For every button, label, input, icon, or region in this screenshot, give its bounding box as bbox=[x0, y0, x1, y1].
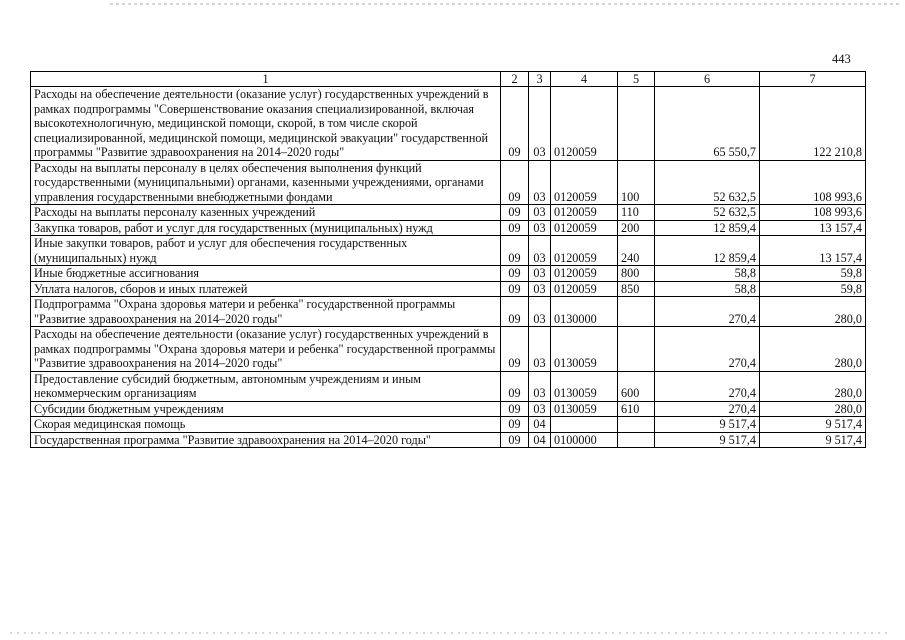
amount-col7: 108 993,6 bbox=[760, 205, 866, 221]
section-code: 09 bbox=[501, 417, 529, 433]
table-row bbox=[31, 220, 866, 236]
expense-type-code bbox=[618, 432, 655, 448]
subsection-code: 03 bbox=[529, 220, 551, 236]
amount-col6: 12 859,4 bbox=[655, 236, 760, 266]
amount-col7: 9 517,4 bbox=[760, 417, 866, 433]
scan-artifact-top bbox=[110, 3, 900, 5]
header-cell: 1 bbox=[31, 72, 501, 87]
section-code: 09 bbox=[501, 160, 529, 205]
header-cell: 4 bbox=[551, 72, 618, 87]
scan-artifact-bottom bbox=[10, 632, 890, 634]
expense-type-code: 100 bbox=[618, 160, 655, 205]
section-code: 09 bbox=[501, 327, 529, 372]
expense-type-code: 800 bbox=[618, 266, 655, 282]
expense-type-code: 240 bbox=[618, 236, 655, 266]
amount-col7: 108 993,6 bbox=[760, 160, 866, 205]
amount-col7: 9 517,4 bbox=[760, 432, 866, 448]
row-name: Иные закупки товаров, работ и услуг для обеспечения государственных (муниципальных) нужд bbox=[31, 236, 501, 266]
header-cell: 2 bbox=[501, 72, 529, 87]
amount-col6: 58,8 bbox=[655, 281, 760, 297]
amount-col6: 52 632,5 bbox=[655, 160, 760, 205]
amount-col7: 280,0 bbox=[760, 401, 866, 417]
section-code: 09 bbox=[501, 297, 529, 327]
table-row bbox=[31, 205, 866, 221]
row-name: Иные бюджетные ассигнования bbox=[31, 266, 501, 282]
section-code: 09 bbox=[501, 281, 529, 297]
amount-col6: 270,4 bbox=[655, 401, 760, 417]
subsection-code: 03 bbox=[529, 281, 551, 297]
row-name: Расходы на выплаты персоналу в целях обеспечения выполнения функций государственными (муниципальными) органами, казенными учреждениями, органами управления государственными внебюджетными фондами bbox=[31, 160, 501, 205]
subsection-code: 03 bbox=[529, 327, 551, 372]
row-name: Субсидии бюджетным учреждениям bbox=[31, 401, 501, 417]
amount-col6: 58,8 bbox=[655, 266, 760, 282]
row-name: Закупка товаров, работ и услуг для государственных (муниципальных) нужд bbox=[31, 220, 501, 236]
table-row bbox=[31, 371, 866, 401]
subsection-code: 03 bbox=[529, 205, 551, 221]
section-code: 09 bbox=[501, 220, 529, 236]
amount-col7: 59,8 bbox=[760, 281, 866, 297]
amount-col7: 122 210,8 bbox=[760, 87, 866, 161]
target-article-code: 0130000 bbox=[551, 297, 618, 327]
section-code: 09 bbox=[501, 236, 529, 266]
row-name: Скорая медицинская помощь bbox=[31, 417, 501, 433]
row-name: Государственная программа "Развитие здравоохранения на 2014–2020 годы" bbox=[31, 432, 501, 448]
amount-col7: 13 157,4 bbox=[760, 236, 866, 266]
expense-type-code bbox=[618, 297, 655, 327]
row-name: Расходы на обеспечение деятельности (оказание услуг) государственных учреждений в рамках подпрограммы "Совершенствование оказания специализированной, включая высокотехнологичную, медицинской помощи, скорой, в том числе скорой специализированной, медицинской помощи, медицинской эвакуации" государственной программы "Развитие здравоохранения на 2014–2020 годы" bbox=[31, 87, 501, 161]
section-code: 09 bbox=[501, 432, 529, 448]
amount-col6: 12 859,4 bbox=[655, 220, 760, 236]
expense-type-code: 610 bbox=[618, 401, 655, 417]
amount-col6: 52 632,5 bbox=[655, 205, 760, 221]
amount-col7: 280,0 bbox=[760, 371, 866, 401]
expense-type-code: 600 bbox=[618, 371, 655, 401]
header-cell: 6 bbox=[655, 72, 760, 87]
subsection-code: 03 bbox=[529, 297, 551, 327]
table-row bbox=[31, 297, 866, 327]
target-article-code: 0120059 bbox=[551, 220, 618, 236]
table-row bbox=[31, 327, 866, 372]
subsection-code: 03 bbox=[529, 160, 551, 205]
target-article-code bbox=[551, 417, 618, 433]
target-article-code: 0120059 bbox=[551, 160, 618, 205]
amount-col7: 13 157,4 bbox=[760, 220, 866, 236]
section-code: 09 bbox=[501, 205, 529, 221]
row-name: Расходы на обеспечение деятельности (оказание услуг) государственных учреждений в рамках подпрограммы "Охрана здоровья матери и ребенка" государственной программы "Развитие здравоохранения на 2014–2020 годы" bbox=[31, 327, 501, 372]
page-number: 443 bbox=[832, 52, 851, 66]
expense-type-code bbox=[618, 87, 655, 161]
table-row bbox=[31, 401, 866, 417]
header-cell: 7 bbox=[760, 72, 866, 87]
target-article-code: 0120059 bbox=[551, 281, 618, 297]
expense-type-code bbox=[618, 417, 655, 433]
table-row bbox=[31, 160, 866, 205]
table-row bbox=[31, 417, 866, 433]
section-code: 09 bbox=[501, 371, 529, 401]
header-cell: 3 bbox=[529, 72, 551, 87]
target-article-code: 0120059 bbox=[551, 266, 618, 282]
row-name: Предоставление субсидий бюджетным, автономным учреждениям и иным некоммерческим организациям bbox=[31, 371, 501, 401]
target-article-code: 0130059 bbox=[551, 327, 618, 372]
table-row bbox=[31, 432, 866, 448]
amount-col7: 280,0 bbox=[760, 327, 866, 372]
expense-type-code: 110 bbox=[618, 205, 655, 221]
amount-col7: 59,8 bbox=[760, 266, 866, 282]
section-code: 09 bbox=[501, 266, 529, 282]
table-row bbox=[31, 87, 866, 161]
target-article-code: 0120059 bbox=[551, 87, 618, 161]
amount-col6: 65 550,7 bbox=[655, 87, 760, 161]
target-article-code: 0120059 bbox=[551, 236, 618, 266]
subsection-code: 03 bbox=[529, 401, 551, 417]
table-row bbox=[31, 236, 866, 266]
target-article-code: 0100000 bbox=[551, 432, 618, 448]
budget-table bbox=[30, 71, 866, 448]
expense-type-code: 200 bbox=[618, 220, 655, 236]
header-cell: 5 bbox=[618, 72, 655, 87]
row-name: Подпрограмма "Охрана здоровья матери и ребенка" государственной программы "Развитие здравоохранения на 2014–2020 годы" bbox=[31, 297, 501, 327]
row-name: Уплата налогов, сборов и иных платежей bbox=[31, 281, 501, 297]
amount-col6: 270,4 bbox=[655, 371, 760, 401]
table-row bbox=[31, 281, 866, 297]
amount-col6: 270,4 bbox=[655, 297, 760, 327]
header-row bbox=[31, 72, 866, 87]
subsection-code: 03 bbox=[529, 87, 551, 161]
row-name: Расходы на выплаты персоналу казенных учреждений bbox=[31, 205, 501, 221]
amount-col6: 270,4 bbox=[655, 327, 760, 372]
subsection-code: 03 bbox=[529, 266, 551, 282]
table-header bbox=[31, 72, 866, 87]
target-article-code: 0130059 bbox=[551, 401, 618, 417]
expense-type-code bbox=[618, 327, 655, 372]
amount-col6: 9 517,4 bbox=[655, 417, 760, 433]
expense-type-code: 850 bbox=[618, 281, 655, 297]
section-code: 09 bbox=[501, 401, 529, 417]
amount-col7: 280,0 bbox=[760, 297, 866, 327]
subsection-code: 03 bbox=[529, 371, 551, 401]
table-row bbox=[31, 266, 866, 282]
target-article-code: 0120059 bbox=[551, 205, 618, 221]
subsection-code: 03 bbox=[529, 236, 551, 266]
section-code: 09 bbox=[501, 87, 529, 161]
subsection-code: 04 bbox=[529, 432, 551, 448]
amount-col6: 9 517,4 bbox=[655, 432, 760, 448]
subsection-code: 04 bbox=[529, 417, 551, 433]
target-article-code: 0130059 bbox=[551, 371, 618, 401]
